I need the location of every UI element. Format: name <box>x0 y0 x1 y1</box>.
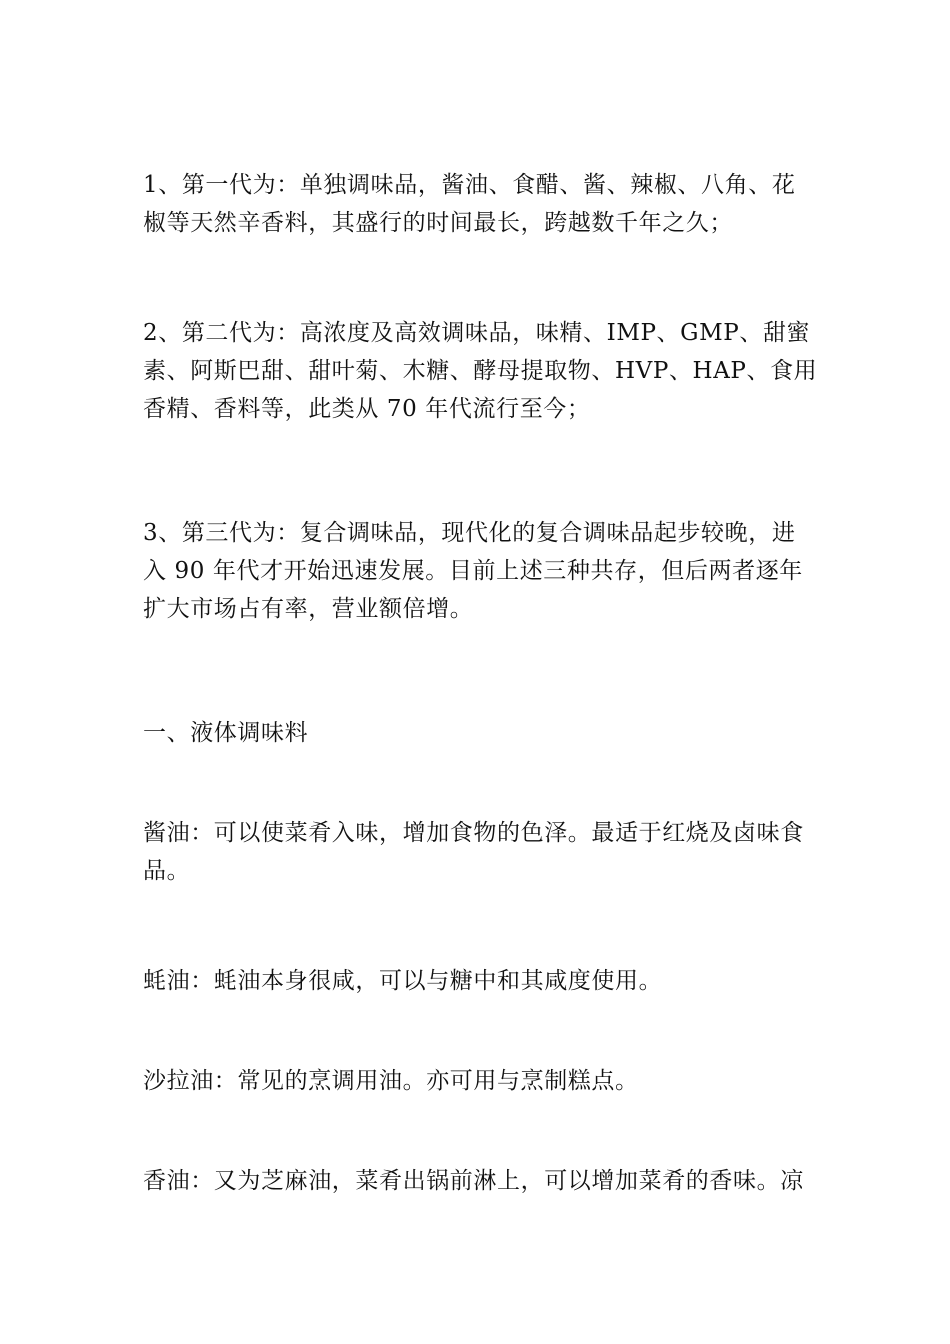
text-line: 香精、香料等，此类从 70 年代流行至今； <box>143 396 591 422</box>
text-line: 椒等天然辛香料，其盛行的时间最长，跨越数千年之久； <box>143 210 733 236</box>
paragraph-sesame-oil <box>143 1162 804 1200</box>
text-line: 入 90 年代才开始迅速发展。目前上述三种共存，但后两者逐年 <box>143 558 803 584</box>
text-line: 香油：又为芝麻油，菜肴出锅前淋上，可以增加菜肴的香味。凉 <box>143 1168 804 1194</box>
paragraph-second-generation <box>143 314 817 428</box>
paragraph-oyster-sauce <box>143 962 662 1000</box>
section-heading-liquid-seasonings <box>143 714 308 752</box>
paragraph-soy-sauce <box>143 814 804 890</box>
text-line: 酱油：可以使菜肴入味，增加食物的色泽。最适于红烧及卤味食 <box>143 820 804 846</box>
text-line: 蚝油：蚝油本身很咸，可以与糖中和其咸度使用。 <box>143 968 663 994</box>
paragraph-salad-oil <box>143 1062 639 1100</box>
heading-text: 一、液体调味料 <box>143 720 309 746</box>
text-line: 3、第三代为：复合调味品，现代化的复合调味品起步较晚，进 <box>143 520 796 546</box>
text-line: 2、第二代为：高浓度及高效调味品，味精、IMP、GMP、甜蜜 <box>143 320 811 346</box>
text-line: 1、第一代为：单独调味品，酱油、食醋、酱、辣椒、八角、花 <box>143 172 796 198</box>
text-line: 扩大市场占有率，营业额倍增。 <box>143 596 474 622</box>
text-line: 素、阿斯巴甜、甜叶菊、木糖、酵母提取物、HVP、HAP、食用 <box>143 358 818 384</box>
paragraph-first-generation <box>143 166 795 242</box>
text-line: 沙拉油：常见的烹调用油。亦可用与烹制糕点。 <box>143 1068 639 1094</box>
text-line: 品。 <box>143 858 191 884</box>
paragraph-third-generation <box>143 514 803 628</box>
